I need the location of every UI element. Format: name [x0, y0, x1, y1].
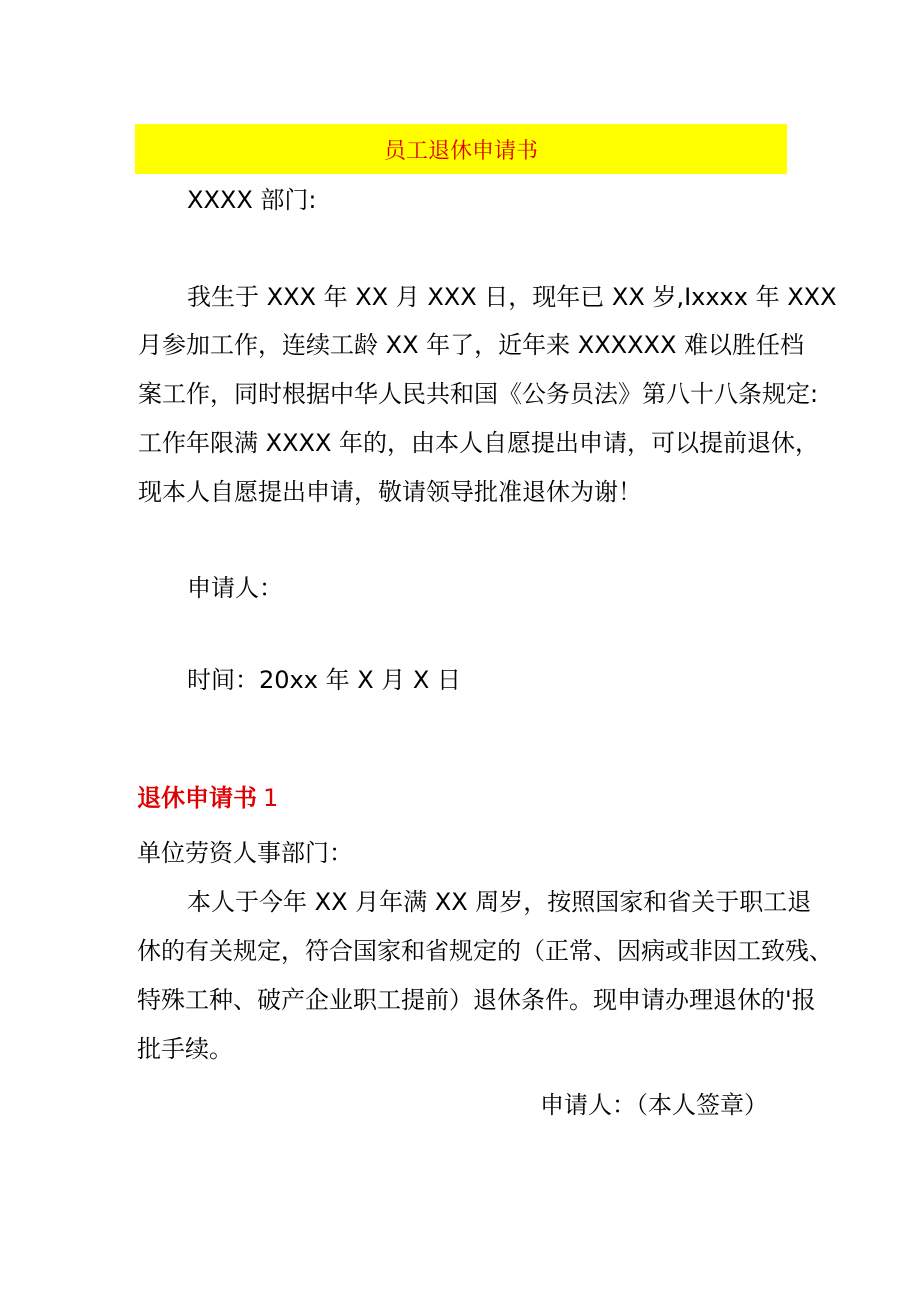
salutation-2: 单位劳资人事部门： — [137, 839, 353, 867]
body-line-1: 我生于 XXX 年 XX 月 XXX 日，现年已 XX 岁,Ixxxx 年 XXX — [187, 283, 837, 311]
body2-line-2: 休的有关规定，符合国家和省规定的（正常、因病或非因工致残、 — [137, 937, 833, 965]
body-line-2: 月参加工作，连续工龄 XX 年了，近年来 XXXXXX 难以胜任档 — [138, 331, 805, 359]
section-heading-number: 1 — [263, 784, 279, 812]
signature-line: 申请人：（本人签章） — [540, 1091, 768, 1119]
applicant-label: 申请人： — [187, 574, 283, 602]
title-banner — [135, 124, 787, 174]
document-title: 员工退休申请书 — [383, 138, 538, 164]
body2-line-1: 本人于今年 XX 月年满 XX 周岁，按照国家和省关于职工退 — [187, 888, 812, 916]
body2-line-4: 批手续。 — [137, 1035, 233, 1063]
body-line-4: 工作年限满 XXXX 年的，由本人自愿提出申请，可以提前退休， — [138, 429, 820, 457]
salutation: XXXX 部门: — [187, 186, 317, 214]
section-heading — [137, 783, 278, 813]
body-line-5: 现本人自愿提出申请，敬请领导批准退休为谢！ — [138, 478, 642, 506]
section-heading-text: 退休申请书 — [137, 784, 257, 812]
body2-line-3: 特殊工种、破产企业职工提前）退休条件。现申请办理退休的'报 — [137, 986, 816, 1014]
date-line: 时间：20xx 年 X 月 X 日 — [187, 666, 461, 694]
body-line-3: 案工作，同时根据中华人民共和国《公务员法》第八十八条规定: — [138, 380, 819, 408]
